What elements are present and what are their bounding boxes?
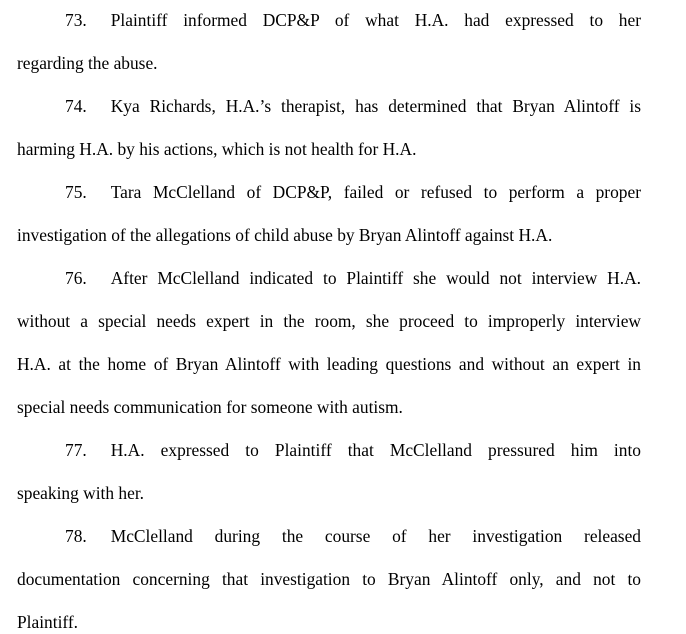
paragraph-number: 78. <box>65 526 87 546</box>
paragraph-line: speaking with her. <box>17 483 145 503</box>
paragraph-line: Plaintiff informed DCP&P of what H.A. had expressed to her <box>110 10 641 30</box>
paragraph-number: 74. <box>65 96 87 116</box>
paragraph-number: 77. <box>65 440 87 460</box>
paragraph-first-line <box>65 8 641 32</box>
paragraph-line: harming H.A. by his actions, which is not health for H.A. <box>17 139 417 159</box>
paragraph-line: without a special needs expert in the room, she proceed to improperly interview <box>17 311 641 331</box>
paragraph-first-line <box>65 180 641 204</box>
paragraph-number: 75. <box>65 182 87 202</box>
paragraph-number: 76. <box>65 268 87 288</box>
paragraph-line: regarding the abuse. <box>17 53 158 73</box>
paragraph-line: H.A. expressed to Plaintiff that McClelland pressured him into <box>110 440 641 460</box>
paragraph-first-line <box>65 524 641 548</box>
paragraph-first-line <box>65 438 641 462</box>
paragraph-number: 73. <box>65 10 87 30</box>
paragraph-line: Plaintiff. <box>17 612 79 632</box>
paragraph-line: Kya Richards, H.A.’s therapist, has determined that Bryan Alintoff is <box>110 96 641 116</box>
paragraph-line: After McClelland indicated to Plaintiff she would not interview H.A. <box>110 268 641 288</box>
paragraph-first-line <box>65 94 641 118</box>
paragraph-line: special needs communication for someone with autism. <box>17 397 403 417</box>
paragraph-first-line <box>65 266 641 290</box>
paragraph-line: H.A. at the home of Bryan Alintoff with leading questions and without an expert in <box>17 354 641 374</box>
paragraph-line: investigation of the allegations of child abuse by Bryan Alintoff against H.A. <box>17 225 553 245</box>
paragraph-line: documentation concerning that investigation to Bryan Alintoff only, and not to <box>17 569 641 589</box>
paragraph-line: Tara McClelland of DCP&P, failed or refused to perform a proper <box>110 182 641 202</box>
paragraph-line: McClelland during the course of her investigation released <box>110 526 641 546</box>
